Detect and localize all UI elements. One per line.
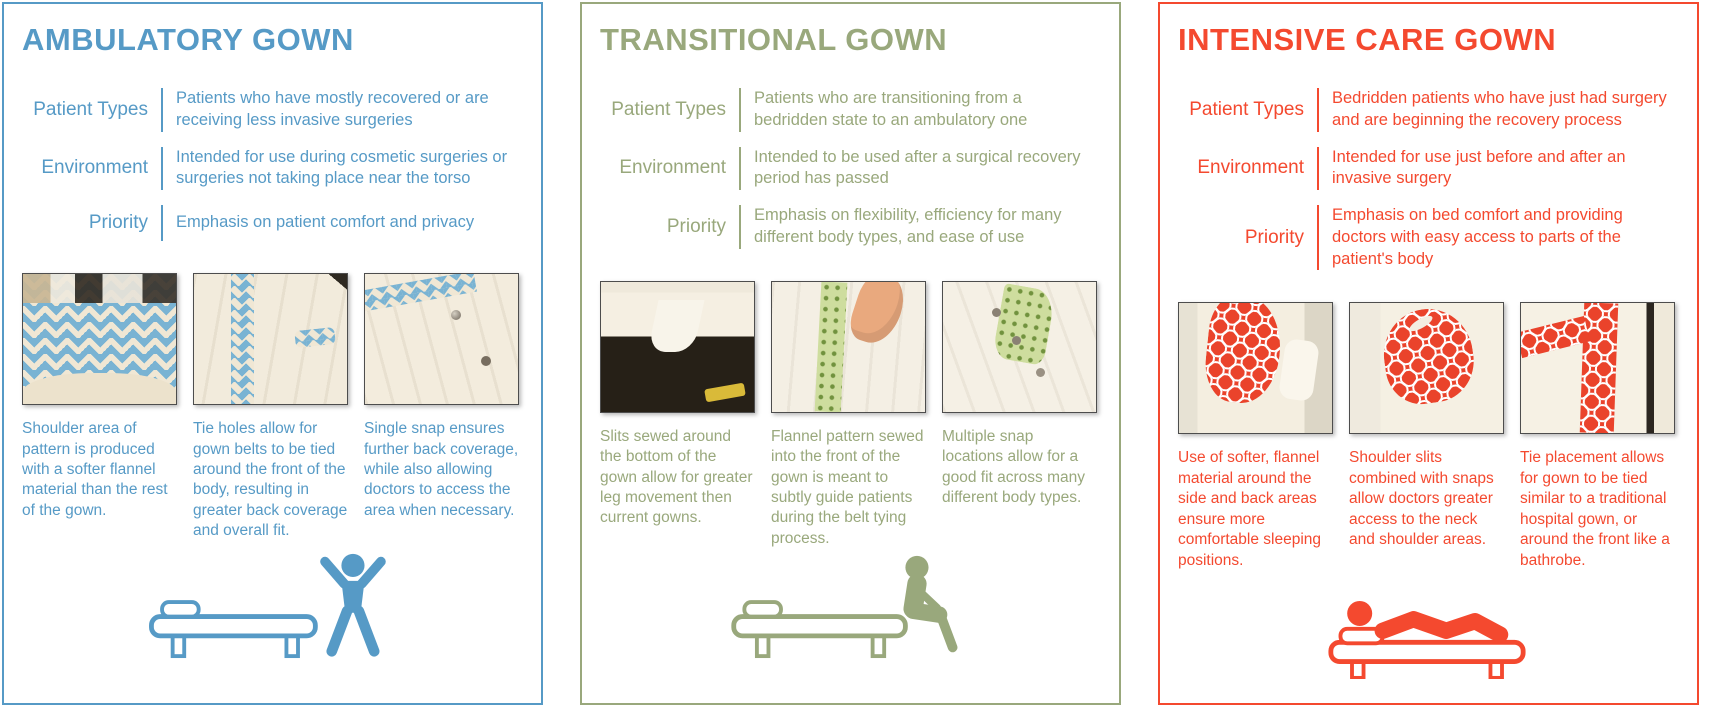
attribute-rows bbox=[20, 88, 521, 241]
row-label: Environment bbox=[1197, 157, 1304, 179]
photo-caption: Tie holes allow for gown belts to be tied around the front of the body, resulting in greater back coverage and overall fit. bbox=[193, 420, 348, 540]
row-label: Environment bbox=[619, 157, 726, 179]
photo-caption: Multiple snap locations allow for a good fit across many different body types. bbox=[942, 427, 1086, 506]
photo-caption: Single snap ensures further back coverage, while also allowing doctors to access the area when necessary. bbox=[364, 420, 519, 519]
row-divider bbox=[1317, 88, 1319, 132]
attribute-rows bbox=[1176, 88, 1677, 270]
row-label: Priority bbox=[666, 215, 726, 237]
gown-photo-hem-slits bbox=[600, 281, 755, 413]
row-text: Intended for use during cosmetic surgeries or surgeries not taking place near the torso bbox=[176, 147, 508, 188]
photo-strip bbox=[1178, 302, 1675, 434]
gown-photo-snap-locations bbox=[942, 281, 1097, 413]
photo-caption: Use of softer, flannel material around the side and back areas ensure more comfortable sleeping positions. bbox=[1178, 449, 1322, 569]
row-label: Priority bbox=[88, 212, 148, 234]
row-text: Bedridden patients who have just had surgery and are beginning the recovery process bbox=[1332, 89, 1667, 129]
row-divider bbox=[161, 205, 163, 241]
row-divider bbox=[1317, 205, 1319, 270]
row-text: Emphasis on bed comfort and providing doctors with easy access to parts of the patient's body bbox=[1332, 206, 1623, 268]
row-divider bbox=[1317, 147, 1319, 191]
row-environment bbox=[1176, 147, 1677, 191]
gown-photo-shoulder-slits bbox=[1349, 302, 1504, 434]
row-patient-types bbox=[598, 88, 1099, 132]
row-text: Patients who have mostly recovered or are receiving less invasive surgeries bbox=[176, 89, 489, 129]
attribute-rows bbox=[598, 88, 1099, 249]
row-environment bbox=[598, 147, 1099, 191]
photo-strip bbox=[600, 281, 1097, 413]
panel-transitional-gown bbox=[580, 2, 1121, 705]
photo-caption: Shoulder slits combined with snaps allow doctors greater access to the neck and shoulder areas. bbox=[1349, 449, 1494, 549]
photo-captions bbox=[1178, 448, 1675, 571]
panel-intensive-care-gown bbox=[1158, 2, 1699, 705]
gown-photo-shoulder-pattern bbox=[22, 273, 177, 405]
row-divider bbox=[739, 88, 741, 132]
panel-title: TRANSITIONAL GOWN bbox=[600, 22, 948, 57]
panel-title: INTENSIVE CARE GOWN bbox=[1178, 22, 1557, 57]
gown-photo-tie-holes bbox=[193, 273, 348, 405]
panel-title: AMBULATORY GOWN bbox=[22, 22, 354, 57]
photo-strip bbox=[22, 273, 519, 405]
row-patient-types bbox=[1176, 88, 1677, 132]
gown-photo-single-snap bbox=[364, 273, 519, 405]
row-patient-types bbox=[20, 88, 521, 132]
row-label: Environment bbox=[41, 157, 148, 179]
photo-caption: Flannel pattern sewed into the front of the gown is meant to subtly guide patients during the belt tying process. bbox=[771, 427, 924, 547]
photo-captions bbox=[600, 427, 1097, 550]
photo-caption: Tie placement allows for gown to be tied similar to a traditional hospital gown, or around the front like a bathrobe. bbox=[1520, 449, 1670, 569]
row-text: Emphasis on patient comfort and privacy bbox=[176, 213, 475, 232]
row-text: Intended for use just before and after an invasive surgery bbox=[1332, 147, 1626, 188]
row-priority bbox=[1176, 205, 1677, 270]
bed-with-standing-person-icon bbox=[20, 551, 521, 683]
row-label: Priority bbox=[1244, 226, 1304, 248]
photo-caption: Slits sewed around the bottom of the gown allow for greater leg movement then current gowns. bbox=[600, 427, 753, 527]
gown-photo-flannel-front bbox=[771, 281, 926, 413]
bed-with-sitting-person-icon bbox=[598, 551, 1099, 683]
row-divider bbox=[739, 205, 741, 249]
row-label: Patient Types bbox=[33, 98, 148, 120]
gown-photo-flannel-side-back bbox=[1178, 302, 1333, 434]
row-divider bbox=[161, 88, 163, 132]
row-text: Emphasis on flexibility, efficiency for many different body types, and ease of use bbox=[754, 206, 1062, 246]
gown-photo-tie-placement bbox=[1520, 302, 1675, 434]
row-label: Patient Types bbox=[611, 98, 726, 120]
bed-with-lying-person-icon bbox=[1176, 571, 1677, 703]
row-divider bbox=[161, 147, 163, 191]
row-environment bbox=[20, 147, 521, 191]
photo-captions bbox=[22, 419, 519, 542]
row-divider bbox=[739, 147, 741, 191]
panel-ambulatory-gown bbox=[2, 2, 543, 705]
row-text: Intended to be used after a surgical recovery period has passed bbox=[754, 147, 1081, 188]
row-priority bbox=[598, 205, 1099, 249]
row-priority bbox=[20, 205, 521, 241]
row-text: Patients who are transitioning from a bedridden state to an ambulatory one bbox=[754, 89, 1028, 129]
photo-caption: Shoulder area of pattern is produced with a softer flannel material than the rest of the gown. bbox=[22, 420, 168, 519]
row-label: Patient Types bbox=[1189, 98, 1304, 120]
